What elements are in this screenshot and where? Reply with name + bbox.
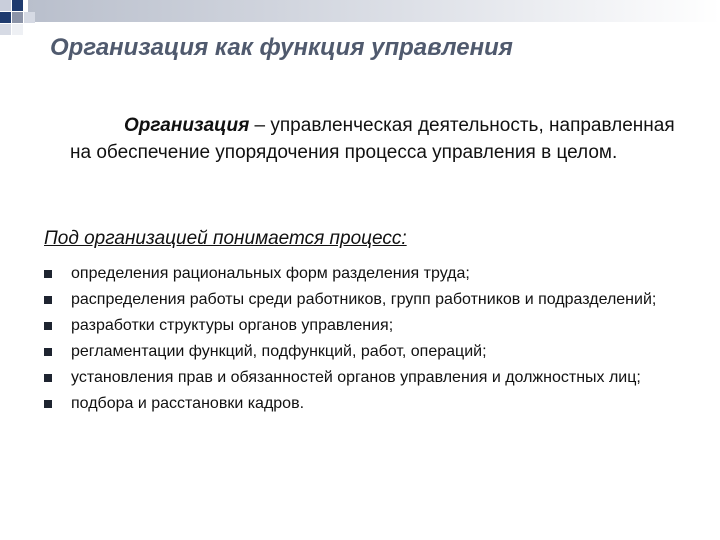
square-bullet-icon [44,400,52,408]
list-item [44,342,680,362]
definition-term: Организация [124,115,250,136]
list-item [44,290,680,310]
slide-title: Организация как функция управления [50,34,513,61]
process-subheading: Под организацией понимается процесс: [44,228,407,249]
list-item-text: распределения работы среди работников, групп работников и подразделений; [71,291,657,308]
square-bullet-icon [44,270,52,278]
definition-paragraph [70,112,690,166]
list-item-text: установления прав и обязанностей органов управления и должностных лиц; [71,369,641,386]
process-list [44,258,680,414]
list-item [44,394,680,414]
list-item-text: определения рациональных форм разделения труда; [71,265,470,282]
list-item [44,316,680,336]
square-bullet-icon [44,322,52,330]
square-bullet-icon [44,296,52,304]
list-item [44,264,680,284]
square-bullet-icon [44,374,52,382]
list-item-text: разработки структуры органов управления; [71,317,394,334]
square-bullet-icon [44,348,52,356]
list-item-text: регламентации функций, подфункций, работ, операций; [71,343,487,360]
list-item [44,368,680,388]
list-item-text: подбора и расстановки кадров. [71,395,305,412]
definition-text: – управленческая деятельность, направленная на обеспечение упорядочения процесса управления в целом. [70,115,675,163]
